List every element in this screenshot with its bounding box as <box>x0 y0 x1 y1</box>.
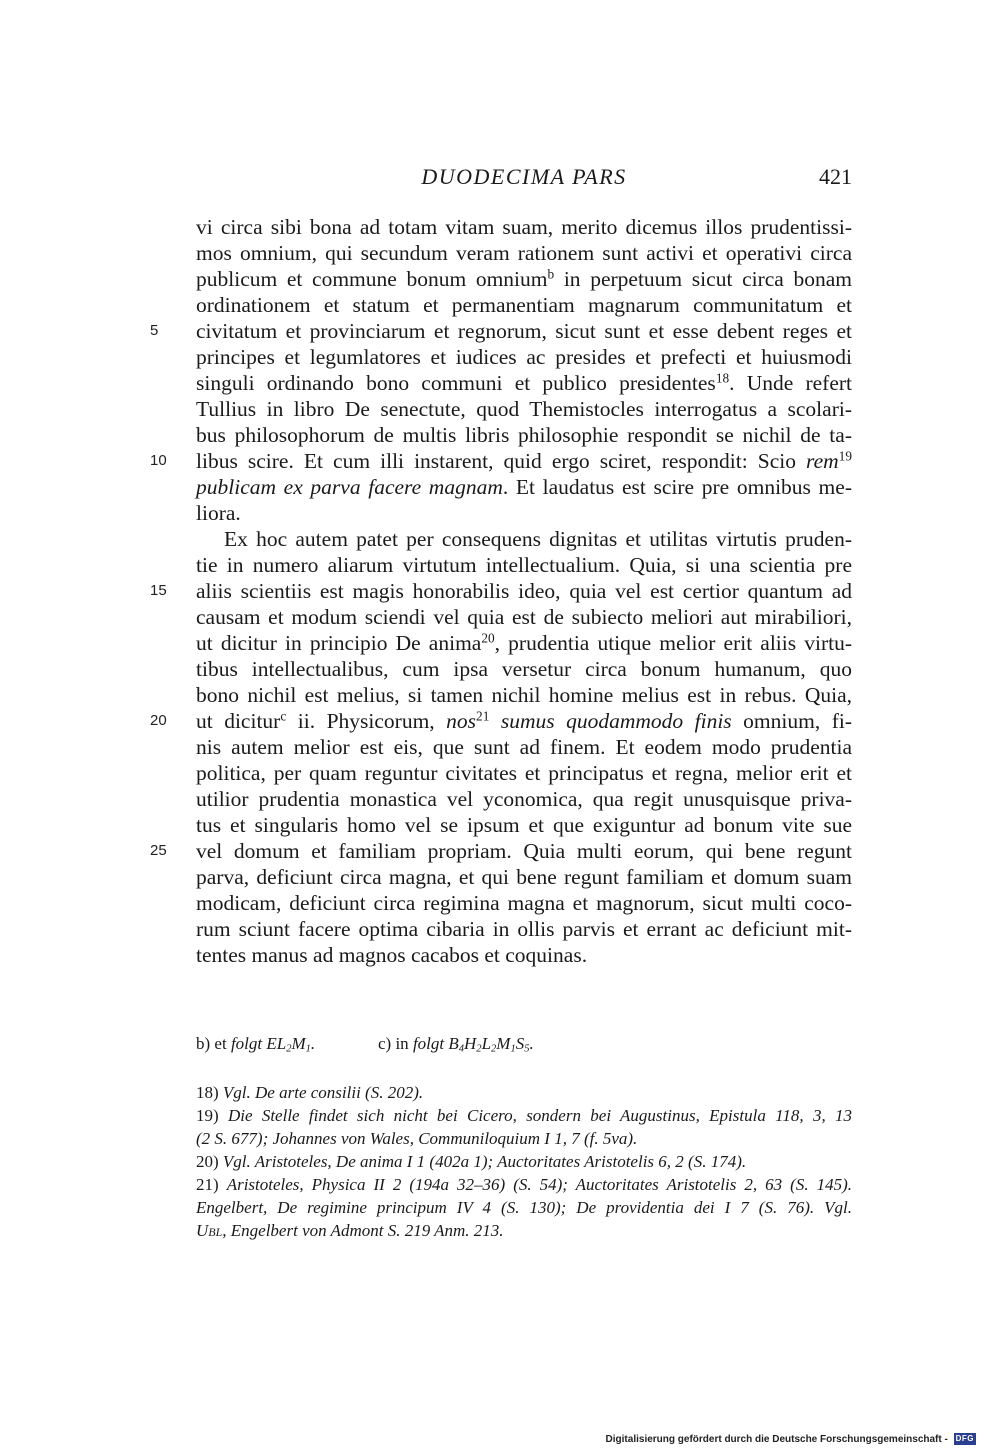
line-number: 5 <box>150 322 159 339</box>
footnote-marker: 19 <box>838 448 852 464</box>
dfg-logo: DFG <box>955 1434 974 1444</box>
footnote-19: 19) Die Stelle findet sich nicht bei Cicero, sondern bei Augustinus, Epistula 118, 3, 13 <box>196 1106 852 1125</box>
apparatus-marker: b <box>547 266 555 282</box>
text-line: rum sciunt facere optima cibaria in ollis parvis et errant ac deficiunt mit- <box>196 917 852 941</box>
footnote-18: 18) Vgl. De arte consilii (S. 202). <box>196 1083 424 1102</box>
text-line: civitatum et provinciarum et regnorum, sicut sunt et esse debent reges et <box>196 319 852 343</box>
text-line: tie in numero aliarum virtutum intellectualium. Quia, si una scientia pre <box>196 553 852 577</box>
text-line: publicam ex parva facere magnam. Et laudatus est scire pre omnibus me- <box>196 475 852 499</box>
text-line: tibus intellectualibus, cum ipsa versetur circa bonum humanum, quo <box>196 657 852 681</box>
critical-apparatus <box>196 1031 852 1057</box>
text-line: utilior prudentia monastica vel yconomica, qua regit unusquisque priva- <box>196 787 852 811</box>
running-head-title: DUODECIMA PARS <box>421 164 627 189</box>
text-line: bono nichil est melius, si tamen nichil homine melius est in rebus. Quia, <box>196 683 852 707</box>
text-line: liora. <box>196 501 241 525</box>
text-line: ut dicitur in principio De anima$^{20}$, prudentia utique melior erit aliis virtu- <box>196 630 852 655</box>
text-line: tus et singularis homo vel se ipsum et que exiguntur ad bonum vite sue <box>196 813 852 837</box>
footnote-marker: 21 <box>476 708 490 724</box>
text-line: libus scire. Et cum illi instarent, quid ergo sciret, respondit: Scio rem$^{19}$ <box>196 448 852 473</box>
text-line: Tullius in libro De senectute, quod Themistocles interrogatus a scolari- <box>196 397 852 421</box>
text-line: aliis scientiis est magis honorabilis ideo, quia vel est certior quantum ad <box>196 579 852 603</box>
line-number: 10 <box>150 452 167 469</box>
footnote-21: 21) Aristoteles, Physica II 2 (194a 32–36) (S. 54); Auctoritates Aristotelis 2, 63 (S. 145). <box>196 1175 852 1194</box>
author-smallcaps: Ubl <box>196 1221 223 1240</box>
text-line: vi circa sibi bona ad totam vitam suam, merito dicemus illos prudentissi- <box>196 215 852 239</box>
text-line: vel domum et familiam propriam. Quia multi eorum, qui bene regunt <box>196 839 852 863</box>
line-number: 15 <box>150 582 167 599</box>
apparatus-note-c: c) in folgt $B_4H_2L_2M_1S_5$. <box>378 1034 534 1055</box>
text-line: bus philosophorum de multis libris philosophie respondit se nichil de ta- <box>196 423 852 447</box>
text-line: nis autem melior est eis, que sunt ad finem. Et eodem modo prudentia <box>196 735 852 759</box>
footnote-21-cont: Ubl, Engelbert von Admont S. 219 Anm. 213. <box>196 1221 504 1240</box>
text-line: principes et legumlatores et iudices ac presides et prefecti et huiusmodi <box>196 345 852 369</box>
text-line: mos omnium, qui secundum veram rationem sunt activi et operativi circa <box>196 241 852 265</box>
text-line: ut dicitur$^c$ ii. Physicorum, nos$^{21}$ sumus quodammodo finis omnium, fi- <box>196 708 853 733</box>
text-line: ordinationem et statum et permanentiam magnarum communitatum et <box>196 293 852 317</box>
text-line: publicum et commune bonum omnium$^b$ in perpetuum sicut circa bonam <box>196 266 852 291</box>
footnote-19-cont: (2 S. 677); Johannes von Wales, Communiloquium I 1, 7 (f. 5va). <box>196 1129 638 1148</box>
apparatus-marker: c <box>280 708 287 724</box>
apparatus-note-b: b) et folgt $EL_2M_1$. <box>196 1034 316 1055</box>
footnote-21-cont: Engelbert, De regimine principum IV 4 (S. 130); De providentia dei I 7 (S. 76). Vgl. <box>196 1198 852 1217</box>
text-line: parva, deficiunt circa magna, et qui bene regunt familiam et domum suam <box>196 865 852 889</box>
text-line: tentes manus ad magnos cacabos et coquinas. <box>196 943 588 967</box>
footnote-marker: 18 <box>715 370 730 386</box>
text-line: Ex hoc autem patet per consequens dignitas et utilitas virtutis pruden- <box>224 527 852 551</box>
line-number: 20 <box>150 712 167 729</box>
digitization-credit <box>606 1433 976 1447</box>
footnote-20: 20) Vgl. Aristoteles, De anima I 1 (402a 1); Auctoritates Aristotelis 6, 2 (S. 174). <box>196 1152 747 1171</box>
text-line: causam et modum sciendi vel quia est de subiecto meliori aut mirabiliori, <box>196 605 852 629</box>
text-line: modicam, deficiunt circa regimina magna et magnorum, sicut multi coco- <box>196 891 852 915</box>
text-line: politica, per quam reguntur civitates et principatus et regna, melior erit et <box>196 761 852 785</box>
running-head <box>196 164 852 192</box>
credit-text: Digitalisierung gefördert durch die Deutsche Forschungsgemeinschaft - <box>605 1434 948 1445</box>
page-number: 421 <box>819 164 852 189</box>
line-number: 25 <box>150 842 167 859</box>
text-line: singuli ordinando bono communi et publico presidentes$^{18}$. Unde refert <box>196 370 853 395</box>
footnote-marker: 20 <box>481 630 495 646</box>
